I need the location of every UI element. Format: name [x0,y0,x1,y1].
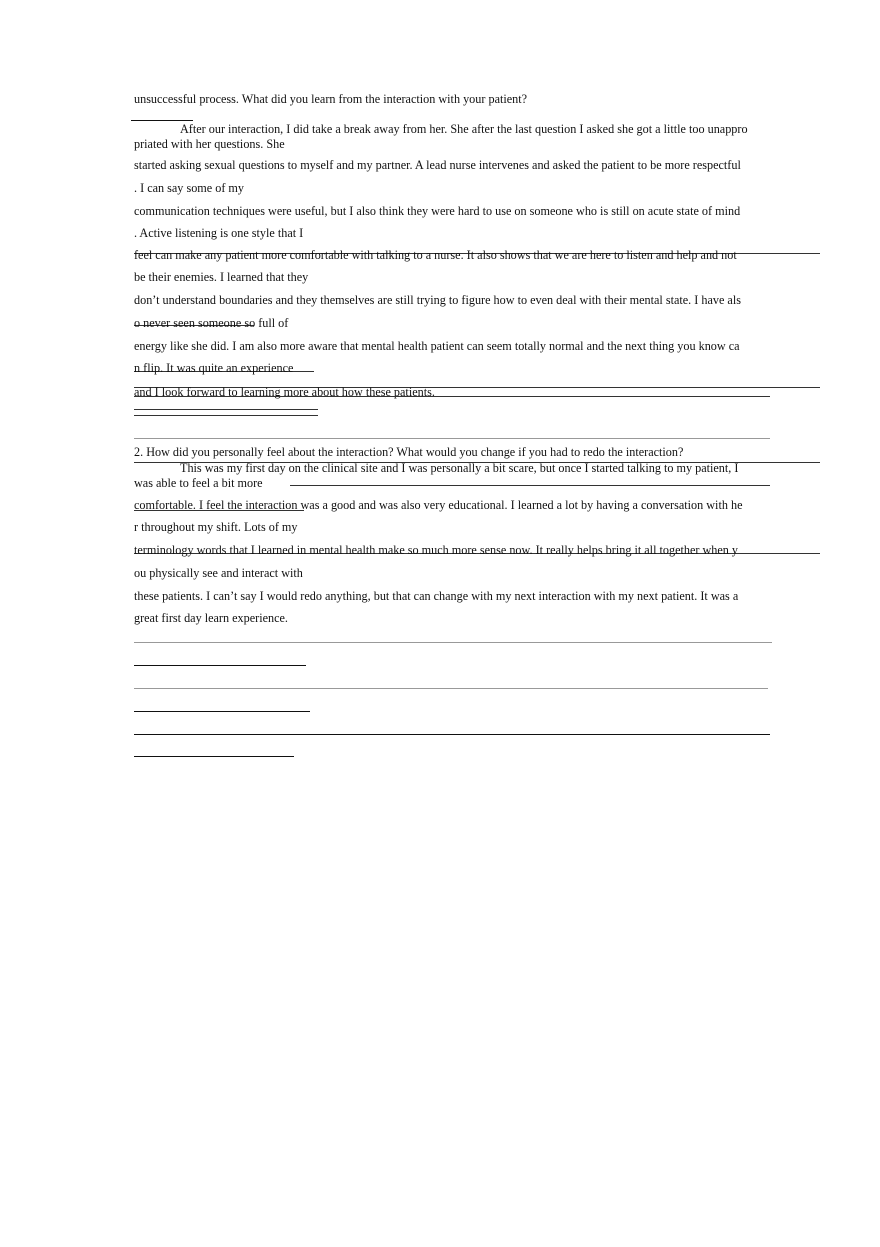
blank-answer-line [134,665,306,666]
answer-1-line: o never seen someone so full of [134,316,289,330]
answer-2-line: comfortable. I feel the interaction was a good and was also very educational. I learned a lot by having a conversation with he [134,498,743,512]
answer-2-line: was able to feel a bit more [134,476,263,490]
answer-1-line: and I look forward to learning more about how these patients. [134,385,435,399]
answer-underline [134,415,318,416]
answer-2-line: terminology words that I learned in mental health make so much more sense now. It really helps bring it all together when y [134,543,739,557]
answer-1-line: feel can make any patient more comfortable with talking to a nurse. It also shows that we are here to listen and help and not [134,248,737,262]
answer-2-line: r throughout my shift. Lots of my [134,520,298,534]
answer-1-line: communication techniques were useful, but I also think they were hard to use on someone who is still on acute state of mind [134,204,741,218]
blank-answer-line [134,734,770,735]
answer-underline [134,409,318,410]
answer-1-line: priated with her questions. She [134,137,285,151]
answer-1-line: don’t understand boundaries and they themselves are still trying to figure how to even deal with their mental state. I have als [134,293,741,307]
answer-1-line: . I can say some of my [134,181,244,195]
answer-1-line: n flip. It was quite an experience [134,361,294,375]
answer-2-line: these patients. I can’t say I would redo anything, but that can change with my next interaction with my next patient. It was a [134,589,739,603]
answer-underline [131,120,193,121]
blank-answer-line [134,756,294,757]
answer-underline [134,510,304,511]
question-2: 2. How did you personally feel about the interaction? What would you change if you had to redo the interaction? [134,445,684,459]
answer-1-line: energy like she did. I am also more aware that mental health patient can seem totally normal and the next thing you know ca [134,339,740,353]
answer-1-line: After our interaction, I did take a break away from her. She after the last question I asked she got a little too unappro [180,122,748,136]
blank-answer-line [134,711,310,712]
question-1-tail: unsuccessful process. What did you learn from the interaction with your patient? [134,92,528,106]
blank-answer-line [134,642,772,643]
answer-2-line: great first day learn experience. [134,611,288,625]
answer-1-line: be their enemies. I learned that they [134,270,309,284]
answer-underline [134,396,770,397]
answer-1-line: . Active listening is one style that I [134,226,304,240]
blank-answer-line [134,688,768,689]
question-underline [134,438,770,439]
answer-1-line: started asking sexual questions to myself and my partner. A lead nurse intervenes and asked the patient to be more respectful [134,158,741,172]
answer-underline [290,485,770,486]
answer-2-line: This was my first day on the clinical site and I was personally a bit scare, but once I started talking to my patient, I [180,461,739,475]
answer-2-line: ou physically see and interact with [134,566,303,580]
